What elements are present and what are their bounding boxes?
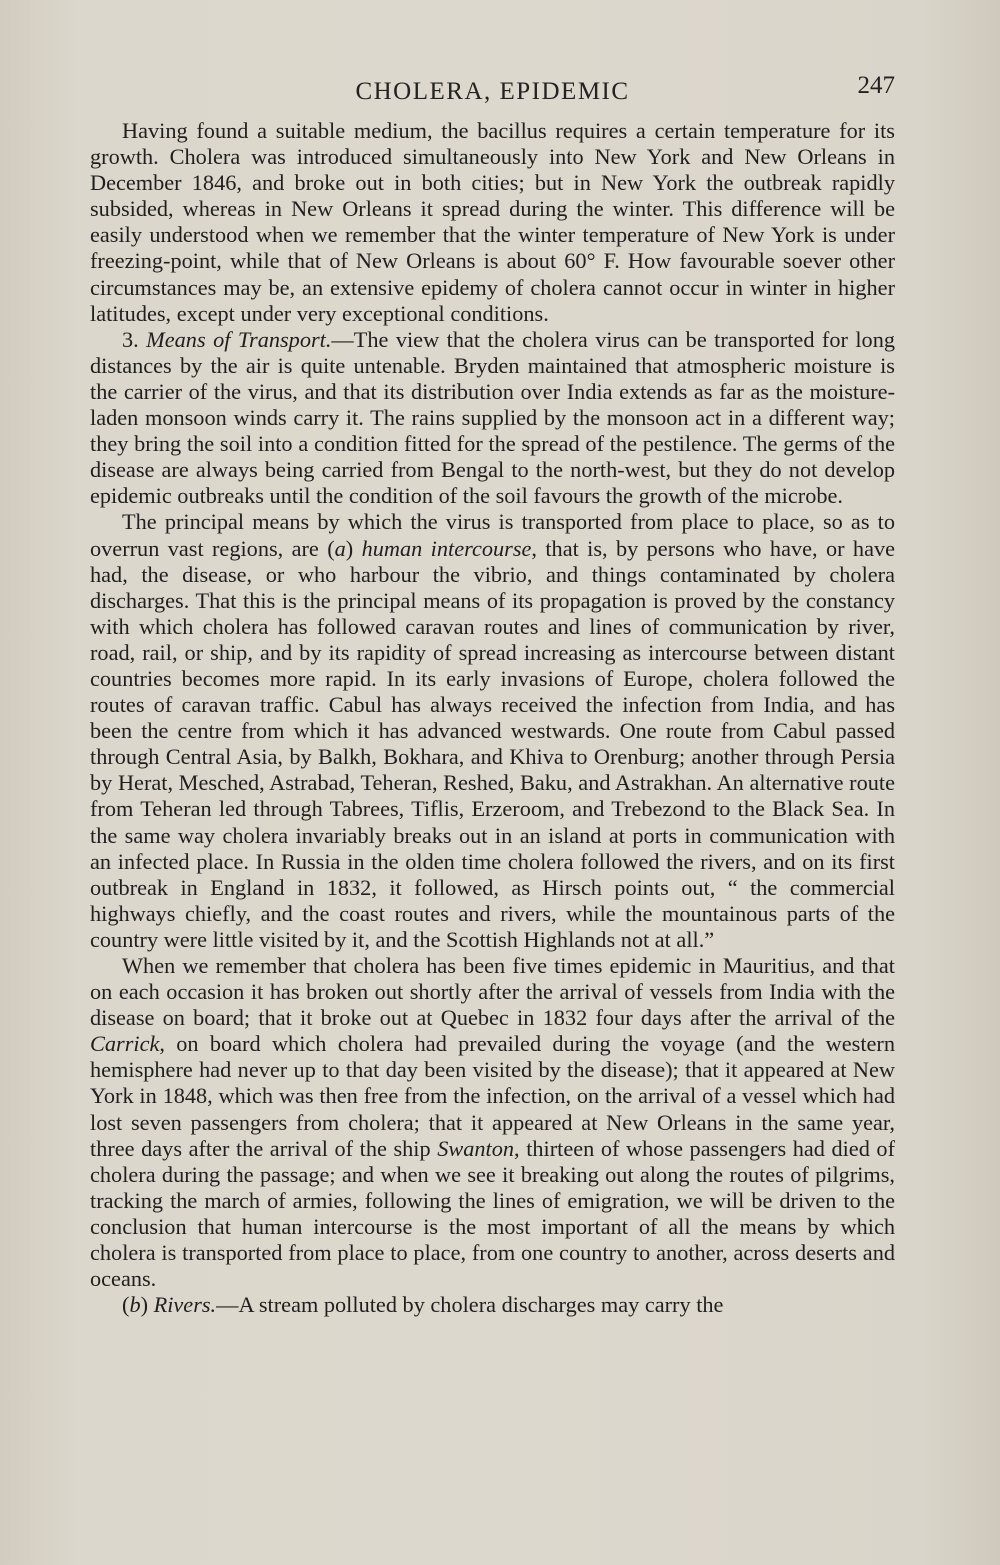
italic-text: Means of Transport.	[146, 326, 332, 352]
text-segment: , that is, by persons who have, or have had, the disease, or who harbour the vibrio, and things contaminated by cholera discharges. That this is the principal means of its propagation is proved by the constancy with which cholera has followed caravan routes and lines of communication by river, road, rail, or ship, and by its rapidity of spread increasing as intercourse between distant countries becomes more rapid. In its early invasions of Europe, cholera followed the routes of caravan traffic. Cabul has always received the infection from India, and has been the centre from which it has advanced westwards. One route from Cabul passed through Central Asia, by Balkh, Bokhara, and Khiva to Orenburg; another through Persia by Herat, Mesched, Astrabad, Teheran, Reshed, Baku, and Astrakhan. An alternative route from Teheran led through Tabrees, Tiflis, Erzeroom, and Trebezond to the Black Sea. In the same way cholera invariably breaks out in an island at ports in communication with an infected place. In Russia in the olden time cholera followed the rivers, and on its first outbreak in England in 1832, it followed, as Hirsch points out, “ the commercial highways chiefly, and the coast routes and rivers, while the mountainous parts of the country were little visited by it, and the Scottish Highlands not at all.”	[90, 535, 896, 952]
italic-text: b	[129, 1292, 141, 1318]
text-segment: Having found a suitable medium, the bacillus requires a certain temperature for its growth. Cholera was introduced simultaneously into New York and New Orleans in December 1846, and broke out in both cities; but in New York the outbreak rapidly subsided, whereas in New Orleans it spread during the winter. This difference will be easily understood when we remember that the winter temperature of New York is under freezing-point, while that of New Orleans is about 60° F. How favourable soever other circumstances may be, an extensive epidemy of cholera cannot occur in winter in higher latitudes, except under very exceptional conditions.	[90, 118, 895, 326]
paragraph	[90, 118, 895, 327]
paragraph	[90, 1292, 895, 1318]
italic-text: Carrick	[90, 1031, 160, 1057]
text-segment: —A stream polluted by cholera discharges may carry the	[216, 1292, 724, 1318]
text-segment: , thirteen of whose passengers had died of cholera during the passage; and when we see it breaking out along the routes of pilgrims, tracking the march of armies, following the lines of emigration, we will be driven to the conclusion that human intercourse is the most important of all the means by which cholera is transported from place to place, from one country to another, across deserts and oceans.	[90, 1135, 895, 1292]
paragraph	[90, 327, 895, 510]
body-text	[90, 118, 895, 1318]
italic-text: a	[334, 535, 346, 561]
paragraph	[90, 953, 895, 1292]
text-segment: (	[122, 1292, 130, 1318]
italic-text: human intercourse	[361, 535, 532, 561]
paragraph	[90, 509, 895, 953]
text-segment: )	[345, 535, 362, 561]
text-segment: )	[140, 1292, 154, 1318]
text-segment: , on board which cholera had prevailed during the voyage (and the western hemisphere had never up to that day been visited by the disease); that it appeared at New York in 1848, which was then free from the infection, on the arrival of a vessel which had lost seven passengers from cholera; that it appeared at New Orleans in the same year, three days after the arrival of the ship	[90, 1031, 895, 1161]
text-segment: —The view that the cholera virus can be transported for long distances by the air is quite untenable. Bryden maintained that atmospheric moisture is the carrier of the virus, and that its distribution over India extends as far as the moisture-laden monsoon winds carry it. The rains supplied by the monsoon act in a different way; they bring the soil into a condition fitted for the spread of the pestilence. The germs of the disease are always being carried from Bengal to the north-west, but they do not develop epidemic outbreaks until the condition of the soil favours the growth of the microbe.	[90, 326, 895, 509]
text-segment: The principal means by which the virus is transported from place to place, so as to overrun vast regions, are (	[90, 509, 895, 561]
page-header	[90, 72, 895, 112]
running-head: CHOLERA, EPIDEMIC	[355, 78, 630, 105]
text-segment: When we remember that cholera has been five times epidemic in Mauritius, and that on each occasion it has broken out shortly after the arrival of vessels from India with the disease on board; that it broke out at Quebec in 1832 four days after the arrival of the	[90, 953, 895, 1031]
page-number: 247	[857, 72, 895, 99]
italic-text: Rivers.	[153, 1292, 217, 1318]
text-segment: 3.	[122, 326, 147, 352]
italic-text: Swanton	[437, 1135, 515, 1161]
